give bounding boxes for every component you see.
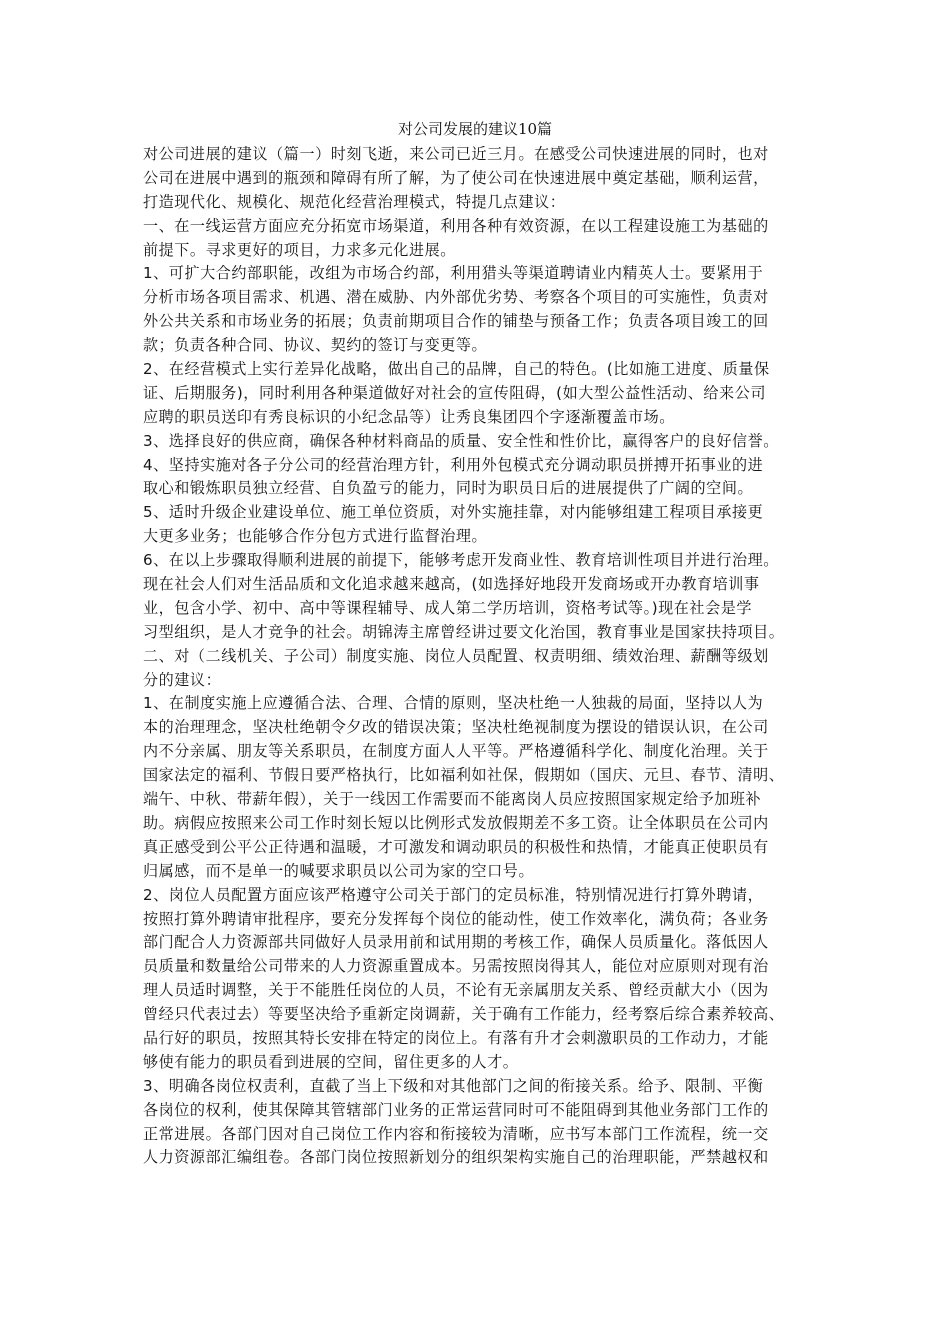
body-line: 3、选择良好的供应商，确保各种材料商品的质量、安全性和性价比，赢得客户的良好信誉。 — [143, 431, 779, 450]
body-line: 取心和锻炼职员独立经营、自负盈亏的能力，同时为职员日后的进展提供了广阔的空间。 — [143, 479, 754, 498]
body-line: 助。病假应按照来公司工作时刻长短以比例形式发放假期差不多工资。让全体职员在公司内 — [143, 813, 769, 832]
body-line: 对公司进展的建议（篇一）时刻飞逝，来公司已近三月。在感受公司快速进展的同时，也对 — [143, 145, 769, 163]
document-title: 对公司发展的建议10篇 — [397, 120, 553, 138]
body-line: 2、在经营模式上实行差异化战略，做出自己的品牌，自己的特色。(比如施工进度、质量保 — [143, 360, 770, 379]
body-line: 曾经只代表过去）等要坚决给予重新定岗调薪，关于确有工作能力，经考察后综合素养较高、 — [143, 1005, 785, 1024]
body-line: 2、岗位人员配置方面应该严格遵守公司关于部门的定员标准，特别情况进行打算外聘请， — [143, 885, 764, 904]
body-line: 够使有能力的职员看到进展的空间，留住更多的人才。 — [143, 1052, 519, 1071]
body-line: 员质量和数量给公司带来的人力资源重置成本。另需按照岗得其人，能位对应原则对现有治 — [143, 957, 769, 976]
body-line: 部门配合人力资源部共同做好人员录用前和试用期的考核工作，确保人员质量化。落低因人 — [143, 933, 769, 952]
body-line: 大更多业务；也能够合作分包方式进行监督治理。 — [143, 527, 488, 546]
body-line: 前提下。寻求更好的项目，力求多元化进展。 — [143, 240, 456, 259]
body-line: 品行好的职员，按照其特长安排在特定的岗位上。有落有升才会刺激职员的工作动力，才能 — [143, 1028, 769, 1047]
body-line: 分析市场各项目需求、机遇、潜在威胁、内外部优劣势、考察各个项目的可实施性，负责对 — [143, 288, 769, 307]
body-line: 打造现代化、规模化、规范化经营治理模式，特提几点建议： — [143, 192, 566, 211]
body-line: 一、在一线运营方面应充分拓宽市场渠道，利用各种有效资源，在以工程建设施工为基础的 — [143, 216, 769, 235]
body-line: 分的建议： — [143, 670, 222, 689]
body-line: 理人员适时调整，关于不能胜任岗位的人员，不论有无亲属朋友关系、曾经贡献大小（因为 — [143, 981, 769, 1000]
body-line: 业，包含小学、初中、高中等课程辅导、成人第二学历培训，资格考试等。)现在社会是学 — [143, 598, 752, 617]
body-line: 现在社会人们对生活品质和文化追求越来越高，(如选择好地段开发商场或开办教育培训事 — [143, 575, 760, 594]
body-line: 6、在以上步骤取得顺利进展的前提下，能够考虑开发商业性、教育培训性项目并进行治理。 — [143, 551, 779, 570]
body-line: 应聘的职员送印有秀良标识的小纪念品等）让秀良集团四个字逐渐覆盖市场。 — [143, 407, 675, 426]
body-line: 3、明确各岗位权责利，直截了当上下级和对其他部门之间的衔接关系。给予、限制、平衡 — [143, 1076, 764, 1095]
body-line: 内不分亲属、朋友等关系职员，在制度方面人人平等。严格遵循科学化、制度化治理。关于 — [143, 742, 769, 761]
body-line: 4、坚持实施对各子分公司的经营治理方针，利用外包模式充分调动职员拼搏开拓事业的进 — [143, 455, 764, 474]
body-line: 本的治理理念，坚决杜绝朝令夕改的错误决策；坚决杜绝视制度为摆设的错误认识，在公司 — [143, 718, 769, 737]
body-line: 端午、中秋、带薪年假），关于一线因工作需要而不能离岗人员应按照国家规定给予加班补 — [143, 790, 762, 809]
body-line: 真正感受到公平公正待遇和温暖，才可激发和调动职员的积极性和热情，才能真正使职员有 — [143, 837, 769, 856]
body-line: 1、在制度实施上应遵循合法、合理、合情的原则，坚决杜绝一人独裁的局面，坚持以人为 — [143, 694, 764, 713]
body-line: 1、可扩大合约部职能，改组为市场合约部，利用猎头等渠道聘请业内精英人士。要紧用于 — [143, 264, 764, 283]
body-line: 外公共关系和市场业务的拓展；负责前期项目合作的铺垫与预备工作；负责各项目竣工的回 — [143, 312, 769, 331]
body-line: 人力资源部汇编组卷。各部门岗位按照新划分的组织架构实施自己的治理职能，严禁越权和 — [143, 1148, 769, 1167]
body-line: 证、后期服务)，同时利用各种渠道做好对社会的宣传阻碍，(如大型公益性活动、给来公司 — [143, 383, 766, 402]
body-line: 正常进展。各部门因对自己岗位工作内容和衔接较为清晰，应书写本部门工作流程，统一交 — [143, 1124, 769, 1143]
body-line: 公司在进展中遇到的瓶颈和障碍有所了解，为了使公司在快速进展中奠定基础，顺利运营， — [143, 168, 769, 187]
body-line: 二、对（二线机关、子公司）制度实施、岗位人员配置、权责明细、绩效治理、薪酬等级划 — [143, 646, 769, 665]
body-line: 归属感，而不是单一的喊要求职员以公司为家的空口号。 — [143, 861, 535, 880]
body-line: 按照打算外聘请审批程序，要充分发挥每个岗位的能动性，使工作效率化，满负荷；各业务 — [143, 909, 769, 928]
body-line: 各岗位的权利，使其保障其管辖部门业务的正常运营同时可不能阻碍到其他业务部门工作的 — [143, 1100, 769, 1119]
body-line: 国家法定的福利、节假日要严格执行，比如福利如社保，假期如（国庆、元旦、春节、清明、 — [143, 766, 785, 785]
body-line: 习型组织，是人才竞争的社会。胡锦涛主席曾经讲过要文化治国，教育事业是国家扶持项目。 — [143, 622, 785, 641]
document-body — [143, 143, 806, 1170]
body-line: 款；负责各种合同、协议、契约的签订与变更等。 — [143, 336, 488, 355]
body-line: 5、适时升级企业建设单位、施工单位资质，对外实施挂靠，对内能够组建工程项目承接更 — [143, 503, 764, 522]
